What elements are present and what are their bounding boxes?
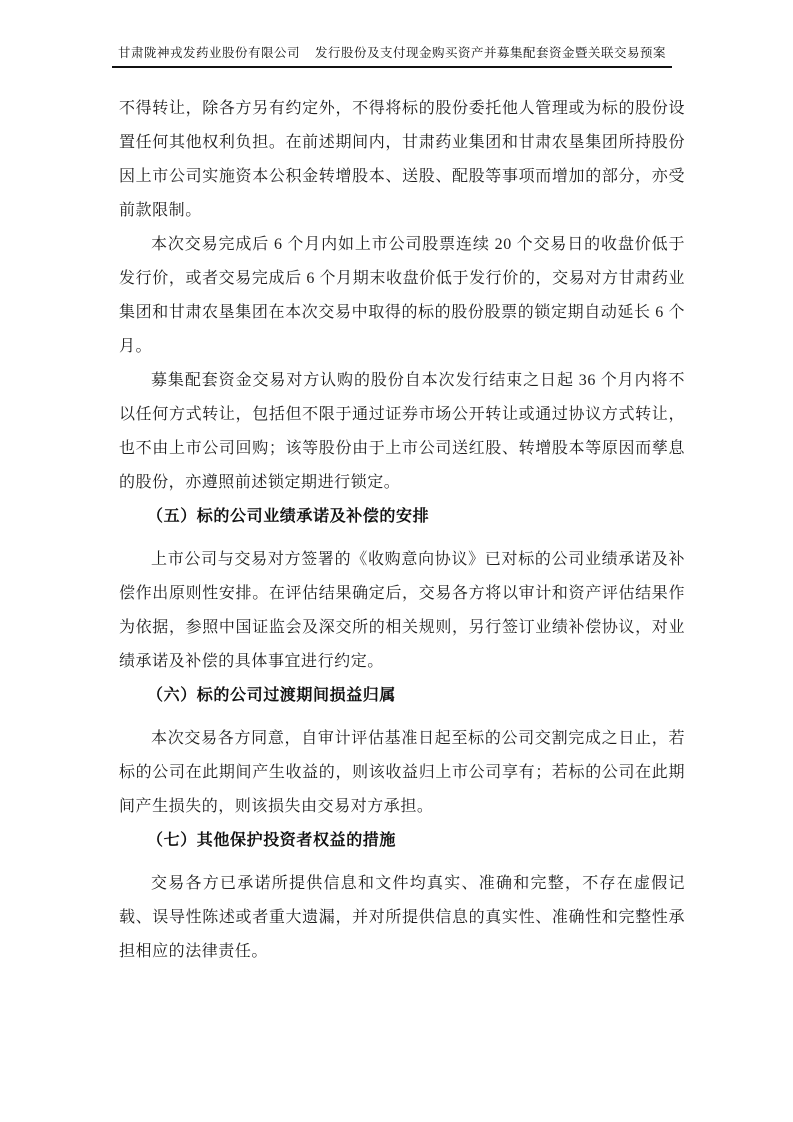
- section-heading-7-investor-protection: （七）其他保护投资者权益的措施: [147, 832, 397, 849]
- paragraph-investor-protection: 交易各方已承诺所提供信息和文件均真实、准确和完整，不存在虚假记载、误导性陈述或者重大遗漏，并对所提供信息的真实性、准确性和完整性承担相应的法律责任。: [119, 875, 685, 960]
- header-company-name: 甘肃陇神戎发药业股份有限公司: [118, 46, 301, 60]
- paragraph-lockup-extension: 本次交易完成后 6 个月内如上市公司股票连续 20 个交易日的收盘价低于发行价，或者交易完成后 6 个月期末收盘价低于发行价的，交易对方甘肃药业集团和甘肃农垦集团在本次交易中取得的标的股份股票的锁定期自动延长 6 个月。: [119, 236, 685, 355]
- paragraph-fundraising-lockup: 募集配套资金交易对方认购的股份自本次发行结束之日起 36 个月内将不以任何方式转让，包括但不限于通过证券市场公开转让或通过协议方式转让，也不由上市公司回购；该等股份由于上市公司送红股、转增股本等原因而孳息的股份，亦遵照前述锁定期进行锁定。: [119, 372, 685, 491]
- paragraph-lockup-continuation: 不得转让，除各方另有约定外，不得将标的股份委托他人管理或为标的股份设置任何其他权利负担。在前述期间内，甘肃药业集团和甘肃农垦集团所持股份因上市公司实施资本公积金转增股本、送股、配股等事项而增加的部分，亦受前款限制。: [119, 100, 685, 219]
- section-heading-5-performance-commitment: （五）标的公司业绩承诺及补偿的安排: [147, 508, 430, 525]
- header-doc-title: 发行股份及支付现金购买资产并募集配套资金暨关联交易预案: [315, 46, 667, 60]
- paragraph-transition-period: 本次交易各方同意，自审计评估基准日起至标的公司交割完成之日止，若标的公司在此期间产生收益的，则该收益归上市公司享有；若标的公司在此期间产生损失的，则该损失由交易对方承担。: [119, 730, 685, 815]
- document-body: [119, 92, 685, 969]
- page-header: [112, 44, 672, 68]
- section-heading-6-transition-period: （六）标的公司过渡期间损益归属: [147, 687, 397, 704]
- paragraph-performance-commitment: 上市公司与交易对方签署的《收购意向协议》已对标的公司业绩承诺及补偿作出原则性安排。在评估结果确定后，交易各方将以审计和资产评估结果作为依据，参照中国证监会及深交所的相关规则，另行签订业绩补偿协议，对业绩承诺及补偿的具体事宜进行约定。: [119, 551, 685, 670]
